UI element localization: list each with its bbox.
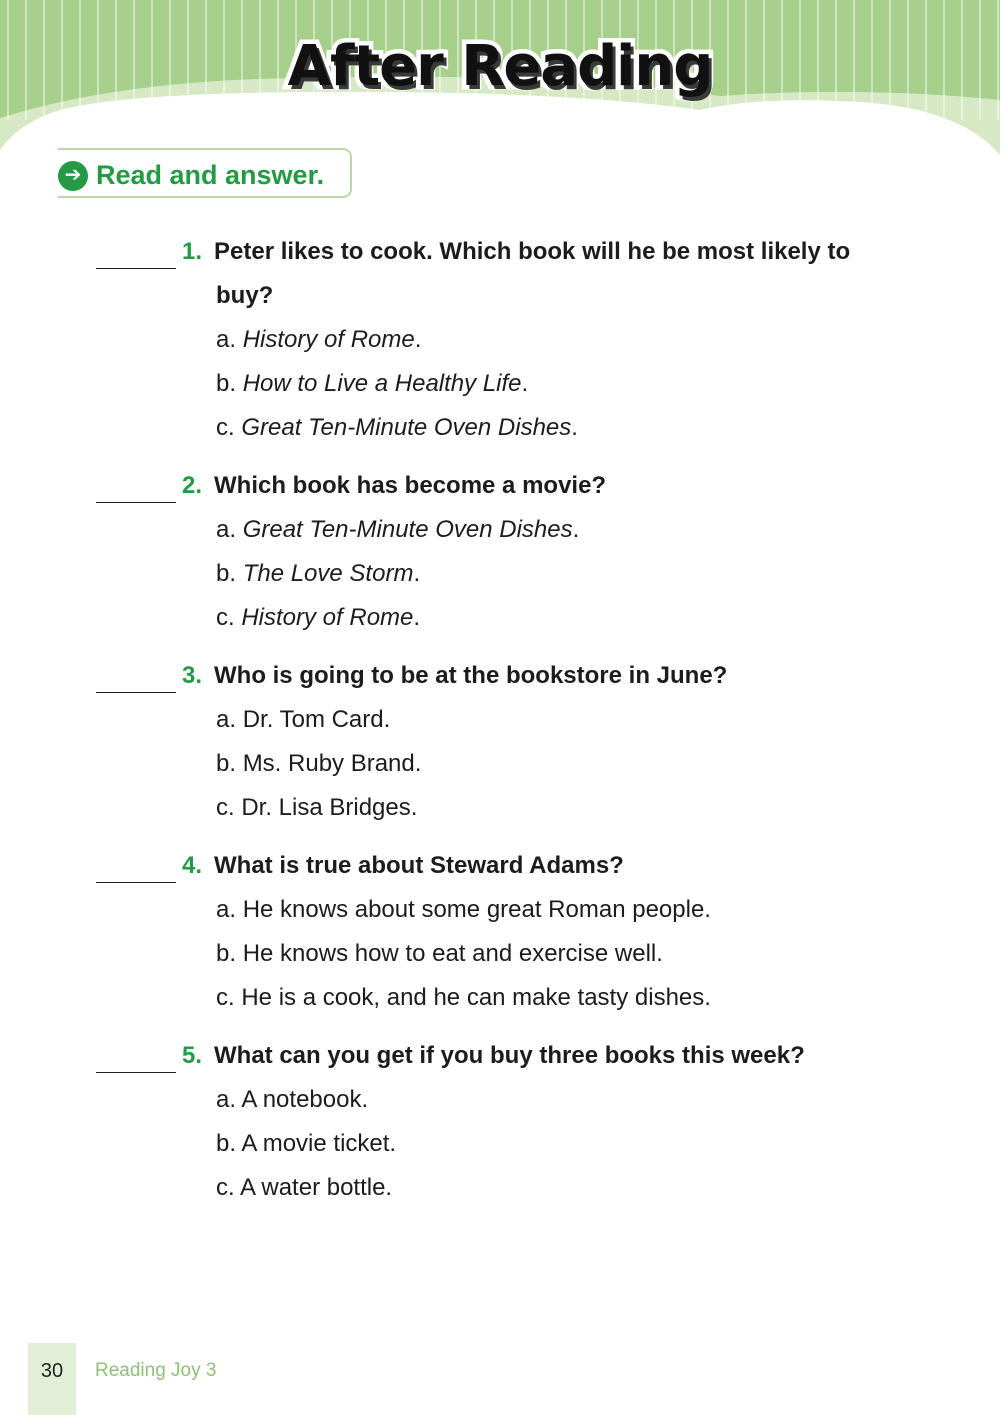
option-a: a. He knows about some great Roman people. — [216, 896, 711, 923]
option-b: b. He knows how to eat and exercise well. — [216, 940, 663, 967]
answer-blank[interactable] — [96, 852, 176, 883]
option-b: b. How to Live a Healthy Life. — [216, 370, 529, 397]
question-number: 3. — [182, 662, 203, 689]
question-4 — [96, 852, 956, 1028]
question-number: 5. — [182, 1042, 203, 1069]
answer-blank[interactable] — [96, 238, 176, 269]
option-c: c. Great Ten-Minute Oven Dishes. — [216, 414, 578, 441]
question-3 — [96, 662, 956, 838]
book-title: Reading Joy 3 — [95, 1360, 217, 1381]
option-a: a. A notebook. — [216, 1086, 369, 1113]
question-number: 4. — [182, 852, 203, 879]
instruction-box — [58, 148, 352, 198]
question-number: 1. — [182, 238, 203, 265]
page-number: 30 — [40, 1360, 64, 1382]
answer-blank[interactable] — [96, 662, 176, 693]
question-1 — [96, 238, 956, 458]
option-c: c. A water bottle. — [216, 1174, 393, 1201]
question-text-continued: buy? — [216, 282, 274, 309]
question-text: Which book has become a movie? — [214, 472, 607, 499]
question-5 — [96, 1042, 956, 1218]
question-text: Who is going to be at the bookstore in June? — [214, 662, 728, 689]
option-c: c. Dr. Lisa Bridges. — [216, 794, 418, 821]
answer-blank[interactable] — [96, 472, 176, 503]
instruction-label: Read and answer. — [96, 160, 325, 190]
question-text: What can you get if you buy three books this week? — [214, 1042, 805, 1069]
page-title: After Reading — [287, 34, 713, 99]
question-text: Peter likes to cook. Which book will he be most likely to — [214, 238, 851, 265]
arrow-right-icon: ➔ — [58, 161, 88, 191]
option-c: c. History of Rome. — [216, 604, 421, 631]
option-a: a. Great Ten-Minute Oven Dishes. — [216, 516, 580, 543]
option-b: b. A movie ticket. — [216, 1130, 397, 1157]
option-a: a. History of Rome. — [216, 326, 422, 353]
option-a: a. Dr. Tom Card. — [216, 706, 391, 733]
option-b: b. The Love Storm. — [216, 560, 421, 587]
question-number: 2. — [182, 472, 203, 499]
question-text: What is true about Steward Adams? — [214, 852, 624, 879]
question-2 — [96, 472, 956, 648]
option-c: c. He is a cook, and he can make tasty dishes. — [216, 984, 711, 1011]
answer-blank[interactable] — [96, 1042, 176, 1073]
option-b: b. Ms. Ruby Brand. — [216, 750, 422, 777]
